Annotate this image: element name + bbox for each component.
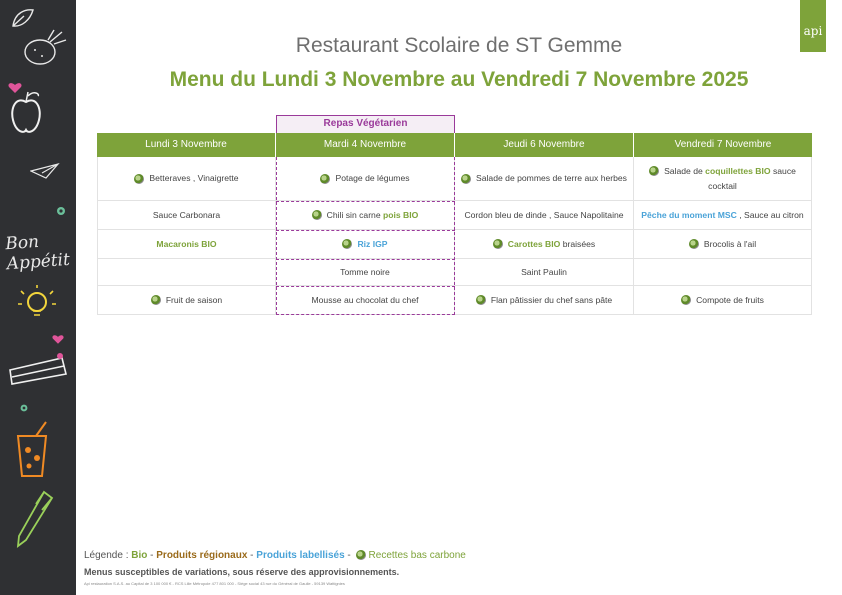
chalkboard-sidebar xyxy=(0,0,76,595)
dish-text xyxy=(311,293,418,308)
menu-cell xyxy=(634,230,812,259)
dish-text xyxy=(312,208,419,223)
legend-separator: - xyxy=(147,550,157,561)
menu-cell xyxy=(455,201,634,230)
paper-plane-doodle-icon xyxy=(30,162,60,180)
low-carbon-icon xyxy=(134,174,144,184)
dish-text xyxy=(493,237,595,252)
apple-doodle-icon xyxy=(8,88,44,142)
dish-text-part: coquillettes BIO xyxy=(705,165,771,176)
fine-print: Api restauration S.A.S. au Capital de 3 100 000 € - RCS Lille Métropole 477 801 000 - Siège social 43 rue du Général de Gaulle - 59139 Wattignies xyxy=(84,581,345,586)
dish-text-part: pois BIO xyxy=(383,209,419,220)
dish-text xyxy=(134,171,238,186)
legend-prefix: Légende : xyxy=(84,550,132,561)
legend-labelled: Produits labellisés xyxy=(256,550,345,561)
menu-cell xyxy=(276,157,455,201)
low-carbon-icon xyxy=(320,174,330,184)
menu-cell xyxy=(276,259,455,286)
dish-text-part: braisées xyxy=(560,238,596,249)
brand-logo: api xyxy=(800,0,826,52)
gear-icon xyxy=(54,204,68,218)
dish-text-part: Betteraves , Vinaigrette xyxy=(149,173,239,183)
low-carbon-icon xyxy=(151,295,161,305)
low-carbon-icon xyxy=(476,295,486,305)
dish-text-part: Compote de fruits xyxy=(696,294,764,305)
menu-cell xyxy=(276,230,455,259)
dish-text xyxy=(464,208,623,223)
menu-cell xyxy=(276,286,455,315)
low-carbon-icon xyxy=(681,295,691,305)
dish-text-part: Sauce Carbonara xyxy=(152,209,221,220)
dish-text-part: Macaronis BIO xyxy=(156,238,217,249)
dish-text xyxy=(681,293,764,308)
legend-bio: Bio xyxy=(131,550,148,561)
vegetarian-meal-label: Repas Végétarien xyxy=(276,115,455,133)
day-header: Mardi 4 Novembre xyxy=(276,133,455,157)
bon-appetit-chalk-text: Bon Appétit xyxy=(4,231,71,275)
dish-text xyxy=(156,237,216,252)
menu-cell xyxy=(455,286,634,315)
dish-text xyxy=(461,171,627,186)
day-header: Vendredi 7 Novembre xyxy=(634,133,812,157)
dish-text xyxy=(641,208,803,223)
low-carbon-icon xyxy=(689,239,699,249)
dish-text-part: Carottes BIO xyxy=(507,238,561,249)
dish-text xyxy=(689,237,756,252)
cake-slice-doodle-icon xyxy=(6,348,72,390)
dish-text xyxy=(320,171,409,186)
menu-cell xyxy=(97,230,276,259)
menu-cell xyxy=(634,201,812,230)
leaf-doodle-icon xyxy=(10,6,36,30)
dish-text-part: Salade de pommes de terre aux herbes xyxy=(476,173,627,183)
juice-glass-doodle-icon xyxy=(12,420,56,480)
low-carbon-icon xyxy=(461,174,471,184)
menu-title: Menu du Lundi 3 Novembre au Vendredi 7 Novembre 2025 xyxy=(169,68,749,91)
disclaimer-note: Menus susceptibles de variations, sous réserve des approvisionnements. xyxy=(84,567,400,577)
dish-text-part: Pêche du moment MSC xyxy=(641,209,737,220)
menu-cell xyxy=(276,201,455,230)
legend-low-carbon: Recettes bas carbone xyxy=(368,550,466,561)
menu-cell xyxy=(97,286,276,315)
dish-text-part: Riz IGP xyxy=(357,238,388,249)
dish-text-part: , Sauce au citron xyxy=(736,209,804,220)
dish-text-part: Brocolis à l'ail xyxy=(703,238,757,249)
menu-cell xyxy=(97,259,276,286)
dish-text-part: Potage de légumes xyxy=(335,173,410,183)
menu-cell xyxy=(455,157,634,201)
legend xyxy=(84,550,466,561)
legend-separator: - xyxy=(344,550,354,561)
restaurant-title: Restaurant Scolaire de ST Gemme xyxy=(295,34,623,57)
menu-cell xyxy=(634,157,812,201)
menu-cell xyxy=(634,286,812,315)
dish-text xyxy=(521,265,567,280)
dish-text xyxy=(638,164,807,194)
low-carbon-icon xyxy=(312,210,322,220)
dish-text-part: Mousse au chocolat du chef xyxy=(311,294,419,305)
dish-text xyxy=(153,208,220,223)
low-carbon-icon xyxy=(342,239,352,249)
pencil-doodle-icon xyxy=(14,490,54,550)
dish-text-part: Flan pâtissier du chef sans pâte xyxy=(490,294,613,305)
legend-regional: Produits régionaux xyxy=(156,550,248,561)
dish-text-part: Tomme noire xyxy=(340,266,390,277)
menu-cell xyxy=(455,259,634,286)
dish-text xyxy=(342,237,387,252)
menu-cell xyxy=(634,259,812,286)
menu-cell xyxy=(455,230,634,259)
dish-text-part: Chili sin carne xyxy=(326,209,383,220)
gear-icon xyxy=(18,402,30,414)
light-bulb-doodle-icon xyxy=(16,284,58,326)
dish-text-part: Cordon bleu de dinde , Sauce Napolitaine xyxy=(464,209,624,220)
menu-cell xyxy=(97,157,276,201)
low-carbon-icon xyxy=(493,239,503,249)
dish-text-part: sauce cocktail xyxy=(708,165,796,191)
beet-doodle-icon xyxy=(20,28,68,68)
day-header: Lundi 3 Novembre xyxy=(97,133,276,157)
dish-text-part: Salade de xyxy=(664,165,706,176)
dish-text-part: Saint Paulin xyxy=(521,266,567,277)
day-header: Jeudi 6 Novembre xyxy=(455,133,634,157)
legend-separator: - xyxy=(247,550,257,561)
low-carbon-icon xyxy=(356,550,366,560)
dish-text xyxy=(151,293,222,308)
heart-icon xyxy=(52,334,64,345)
low-carbon-icon xyxy=(649,166,659,176)
menu-cell xyxy=(97,201,276,230)
dish-text xyxy=(476,293,612,308)
dish-text xyxy=(340,265,390,280)
dish-text-part: Fruit de saison xyxy=(165,294,223,305)
